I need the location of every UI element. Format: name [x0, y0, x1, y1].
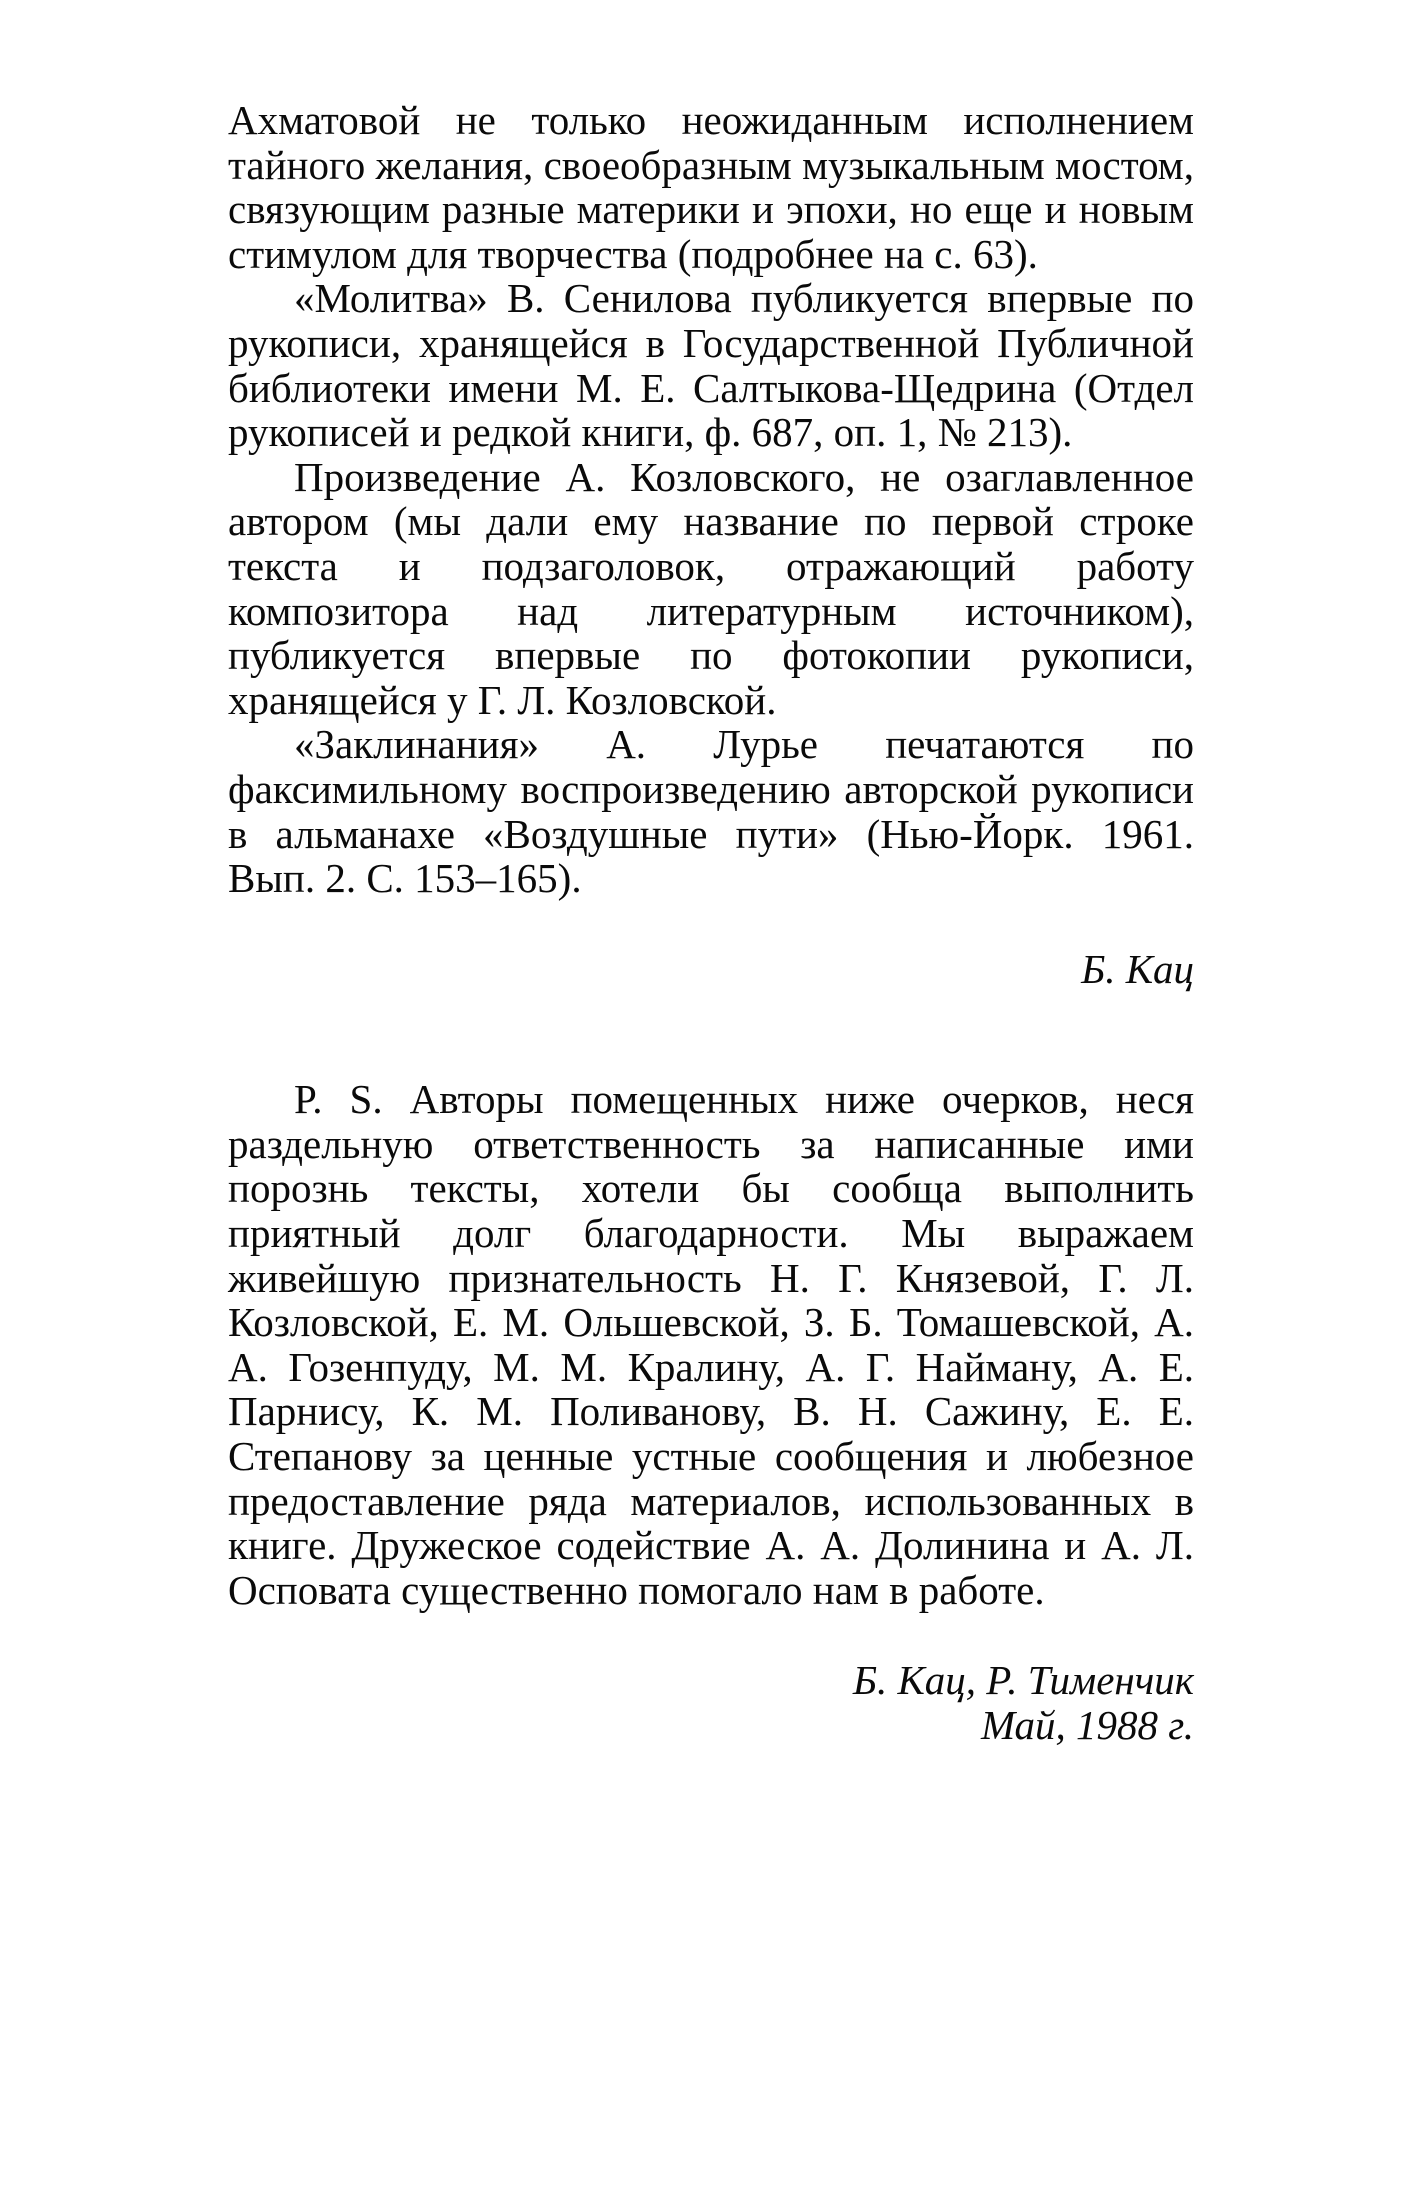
- paragraph-senilov-prayer: «Молитва» В. Сенилова публикуется впервые по рукописи, хранящейся в Государственной Публичной библиотеки имени М. Е. Салтыкова-Щедрина (Отдел рукописей и редкой книги, ф. 687, оп. 1, № 213).: [228, 275, 1194, 456]
- paragraph-lurie-incantations: «Заклинания» А. Лурье печатаются по факсимильному воспроизведению авторской рукописи в альманахе «Воздушные пути» (Нью-Йорк. 1961. Вып. 2. С. 153–165).: [228, 721, 1194, 902]
- postscript-paragraph: P. S. Авторы помещенных ниже очерков, неся раздельную ответственность за написанные ими порознь тексты, хотели бы сообща выполнить приятный долг благодарности. Мы выражаем живейшую признательность Н. Г. Князевой, Г. Л. Козловской, Е. М. Ольшевской, З. Б. Томашевской, А. А. Гозенпуду, М. М. Кралину, А. Г. Найману, А. Е. Парнису, К. М. Поливанову, В. Н. Сажину, Е. Е. Степанову за ценные устные сообщения и любезное предоставление ряда материалов, использованных в книге. Дружеское содействие А. А. Долинина и А. Л. Осповата существенно помогало нам в работе.: [228, 1076, 1194, 1613]
- postscript-authors: Б. Кац, Р. Тименчик: [852, 1657, 1194, 1704]
- paragraph-continuation: Ахматовой не только неожиданным исполнением тайного желания, своеобразным музыкальным мостом, связующим разные материки и эпохи, но еще и новым стимулом для творчества (подробнее на с. 63).: [228, 97, 1194, 277]
- paragraph-kozlovsky-work: Произведение А. Козловского, не озаглавленное автором (мы дали ему название по первой строке текста и подзаголовок, отражающий работу композитора над литературным источником), публикуется впервые по фотокопии рукописи, хранящейся у Г. Л. Козловской.: [228, 453, 1194, 723]
- postscript-date: Май, 1988 г.: [980, 1702, 1194, 1748]
- text-column: [228, 98, 1194, 1748]
- signature-katz: Б. Кац: [1081, 945, 1194, 992]
